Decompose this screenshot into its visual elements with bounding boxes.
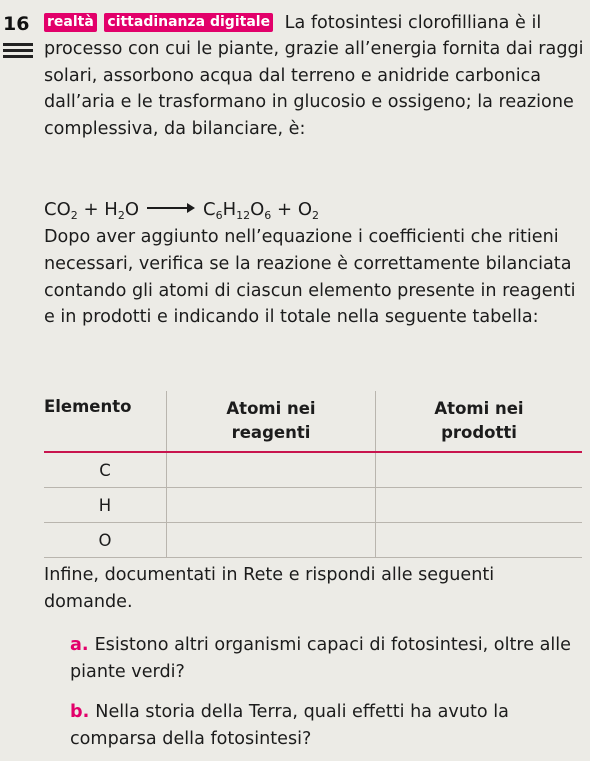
cell-prodotti[interactable] [376, 488, 583, 523]
table-row [44, 452, 582, 488]
question-letter: a. [70, 635, 89, 655]
eq-h2o: H [104, 199, 118, 220]
followup-text: Infine, documentati in Rete e rispondi alle seguenti domande. [44, 565, 495, 612]
eq-sub: 6 [215, 209, 223, 222]
eq-o: O [250, 199, 265, 220]
eq-sub: 2 [312, 209, 319, 222]
cell-reagenti[interactable] [167, 523, 376, 558]
cell-reagenti[interactable] [167, 452, 376, 488]
eq-sub: 6 [264, 209, 272, 222]
eq-sub: 12 [236, 209, 251, 222]
eq-co2: CO [44, 199, 71, 220]
table-row [44, 488, 582, 523]
atoms-table [44, 391, 582, 558]
tag-cittadinanza-digitale: cittadinanza digitale [104, 13, 273, 32]
list-lines-icon [3, 43, 33, 61]
question-b [70, 699, 585, 752]
intro-text: La fotosintesi clorofilliana è il processo con cui le piante, grazie all’energia fornita dai raggi solari, assorbono acqua dal terreno e anidride carbonica dall’aria e le trasformano in glucosio e ossigeno; la reazione complessiva, da bilanciare, è: [44, 13, 584, 139]
cell-elemento: C [44, 452, 167, 488]
reaction-arrow-icon [147, 203, 195, 213]
table-row [44, 523, 582, 558]
eq-sub: 2 [117, 209, 125, 222]
exercise-intro [44, 10, 588, 142]
header-elemento: Elemento [44, 391, 167, 452]
cell-prodotti[interactable] [376, 523, 583, 558]
cell-reagenti[interactable] [167, 488, 376, 523]
eq-sub: 2 [70, 209, 78, 222]
question-a [70, 632, 585, 685]
eq-h: H [222, 199, 237, 220]
header-atomi-prodotti: Atomi nei prodotti [376, 391, 583, 452]
cell-prodotti[interactable] [376, 452, 583, 488]
chemical-equation [44, 197, 319, 223]
instruction-text: Dopo aver aggiunto nell’equazione i coefficienti che ritieni necessari, verifica se la reazione è correttamente bilanciata contando gli atomi di ciascun elemento presente in reagenti e in prodotti e indicando il totale nella seguente tabella: [44, 227, 576, 328]
tag-realta: realtà [44, 13, 97, 32]
table-header-row [44, 391, 582, 452]
question-text: Nella storia della Terra, quali effetti ha avuto la comparsa della fotosintesi? [70, 702, 509, 749]
cell-elemento: H [44, 488, 167, 523]
eq-glucose: C [203, 199, 216, 220]
eq-o: O [124, 199, 139, 220]
eq-plus: + [77, 199, 105, 220]
header-atomi-reagenti: Atomi nei reagenti [167, 391, 376, 452]
question-text: Esistono altri organismi capaci di fotosintesi, oltre alle piante verdi? [70, 635, 572, 682]
cell-elemento: O [44, 523, 167, 558]
eq-o2: O [297, 199, 312, 220]
exercise-number: 16 [3, 13, 30, 35]
eq-plus: + [271, 199, 298, 220]
question-letter: b. [70, 702, 90, 722]
